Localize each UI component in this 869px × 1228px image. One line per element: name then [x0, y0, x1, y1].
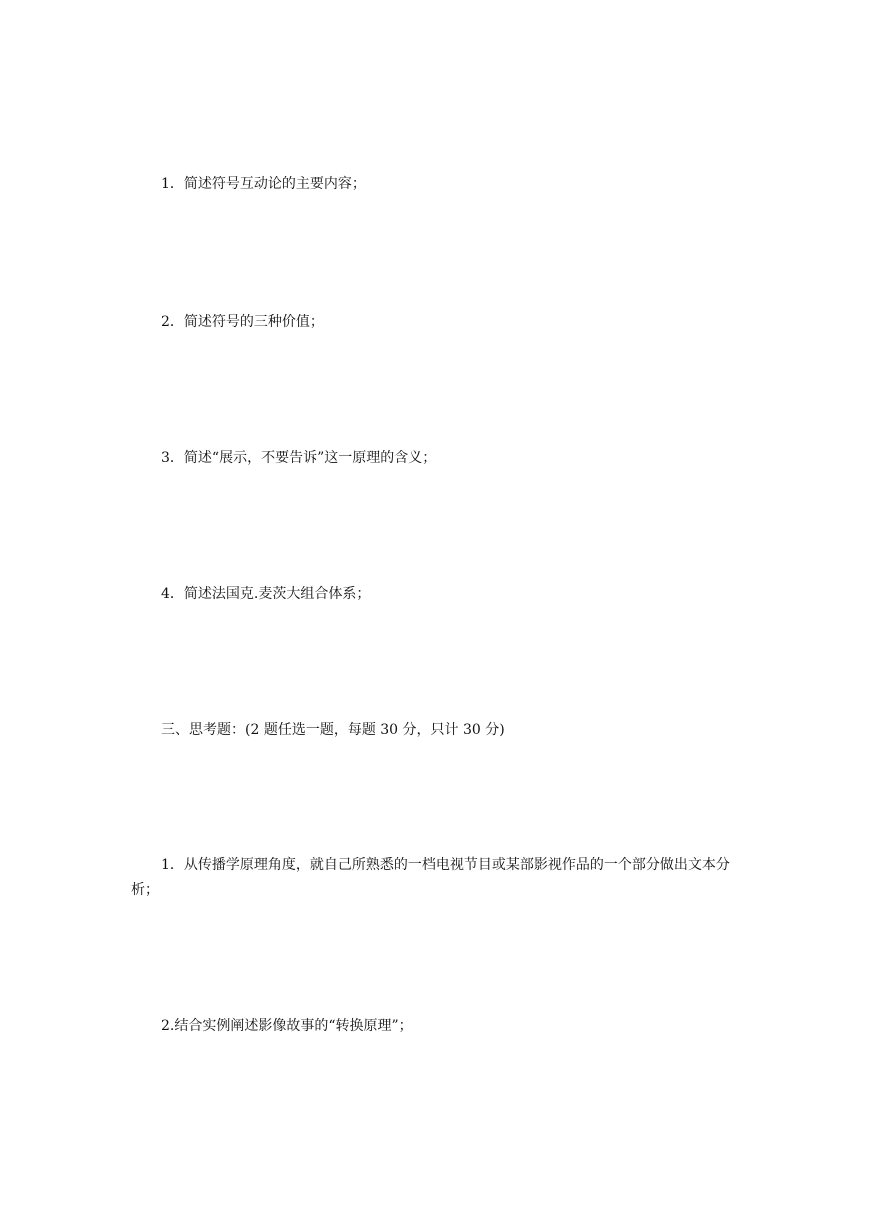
question-4: 4．简述法国克.麦茨大组合体系； — [161, 586, 371, 602]
question-2: 2．简述符号的三种价值； — [161, 314, 324, 330]
section-heading: 三、思考题：(2 题任选一题，每题 30 分，只计 30 分) — [161, 722, 505, 738]
essay-question-2: 2.结合实例阐述影像故事的“转换原理”； — [161, 1018, 413, 1034]
question-3: 3．简述“展示，不要告诉”这一原理的含义； — [161, 450, 437, 466]
question-1: 1．简述符号互动论的主要内容； — [161, 176, 366, 192]
essay-question-1: 1．从传播学原理角度，就自己所熟悉的一档电视节目或某部影视作品的一个部分做出文本分析； — [131, 857, 730, 898]
